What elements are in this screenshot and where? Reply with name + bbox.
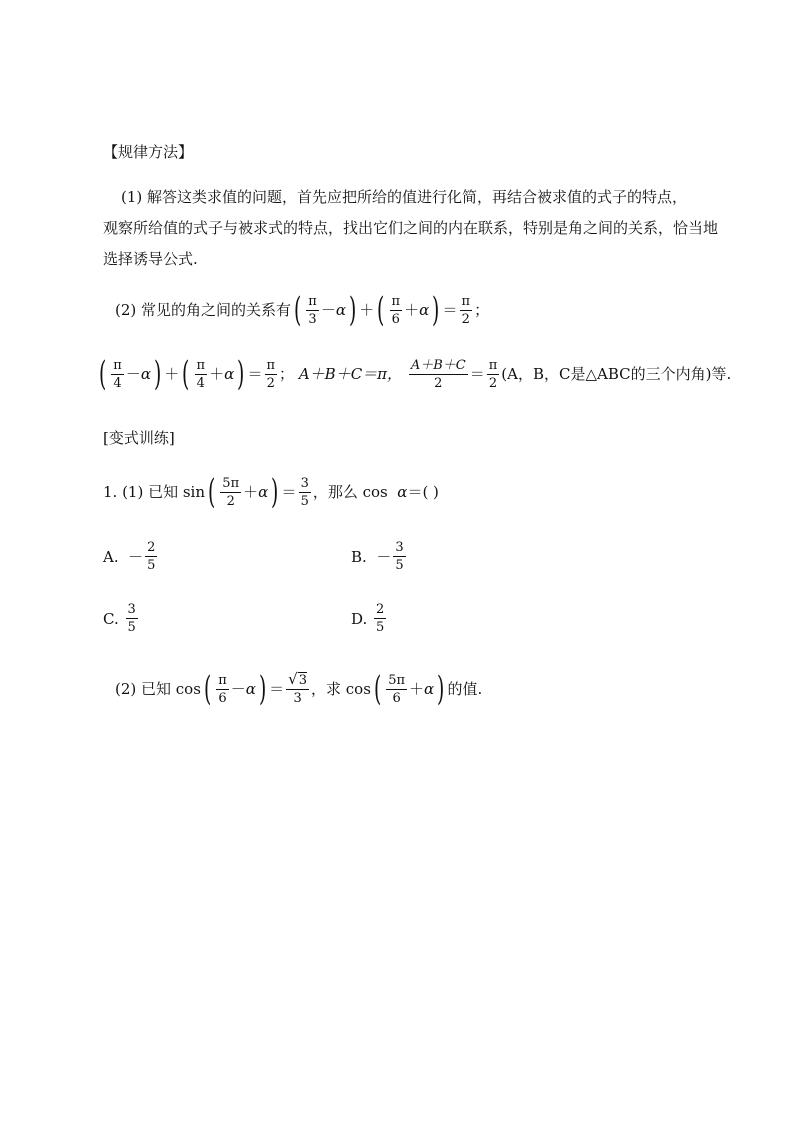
q2-prefix: (2) 已知 cos <box>115 680 201 698</box>
method-p2-prefix: (2) 常见的角之间的关系有 <box>115 301 292 319</box>
fraction-abc-2: $\frac{A+B+C}{2}$ <box>410 357 466 391</box>
fraction-pi-2: $\frac{\pi}{2}$ <box>461 293 471 327</box>
abc-sum: A＋B＋C＝π， <box>298 365 403 383</box>
fraction-pi-2-b: $\frac{\pi}{2}$ <box>266 357 276 391</box>
fraction-pi-6: $\frac{\pi}{6}$ <box>391 293 401 327</box>
option-a[interactable]: A. － $\frac{2}{5}$ <box>103 540 156 573</box>
fraction-pi-3: $\frac{\pi}{3}$ <box>308 293 317 327</box>
method-paragraph-1-line-1: (1) 解答这类求值的问题，首先应把所给的值进行化简，再结合被求值的式子的特点， <box>121 188 688 206</box>
abc-note: (A，B，C是△ABC的三个内角)等. <box>501 365 732 383</box>
fraction-pi-4-b: $\frac{\pi}{4}$ <box>196 357 206 391</box>
fraction-3-5-b: $\frac{3}{5}$ <box>395 540 404 573</box>
fraction-5pi-2: $\frac{5\pi}{2}$ <box>222 475 240 509</box>
section-title: 【规律方法】 <box>103 143 194 161</box>
option-c[interactable]: C. $\frac{3}{5}$ <box>103 602 136 635</box>
paren-close: ) <box>348 290 357 330</box>
exercise-title: [变式训练] <box>103 429 175 447</box>
q1-prefix: 1. (1) 已知 sin <box>103 483 206 501</box>
fraction-sqrt3-3: √ 3 3 <box>288 670 308 706</box>
fraction-pi-6-q2: $\frac{\pi}{6}$ <box>218 672 227 706</box>
question-2: (2) 已知 cos ( $\frac{\pi}{6}$ － α ) ＝ √ 3 3 ，求 cos ( $\frac{5\pi}{6}$ ＋ α ) 的值. <box>115 669 483 709</box>
fraction-5pi-6: $\frac{5\pi}{6}$ <box>388 672 406 706</box>
option-b[interactable]: B. － $\frac{3}{5}$ <box>351 540 404 573</box>
fraction-2-5-d: $\frac{2}{5}$ <box>376 602 385 635</box>
question-1: 1. (1) 已知 sin ( $\frac{5\pi}{2}$ ＋ α ) ＝ $\frac{3}{5}$ ，那么 cos α ＝( ) <box>103 472 439 512</box>
option-d[interactable]: D. $\frac{2}{5}$ <box>351 602 385 635</box>
method-paragraph-1-line-3: 选择诱导公式. <box>103 250 198 268</box>
fraction-3-5-c: $\frac{3}{5}$ <box>127 602 136 635</box>
method-paragraph-2-line-2: ( $\frac{\pi}{4}$ － α ) ＋ ( $\frac{\pi}{4}$ ＋ α ) ＝ $\frac{\pi}{2}$ ； A＋B＋C＝π， $\frac{A+B+C}{2}$ ＝ $\frac{\pi}{2}$ (A，B，C是△ABC的三个内角)等. <box>98 354 732 394</box>
method-paragraph-2-line-1: (2) 常见的角之间的关系有 ( $\frac{\pi}{3}$ － α ) ＋ ( $\frac{\pi}{6}$ ＋ α ) ＝ $\frac{\pi}{2}$ ； <box>115 290 490 330</box>
method-paragraph-1-line-2: 观察所给值的式子与被求式的特点，找出它们之间的内在联系，特别是角之间的关系，恰当地 <box>103 219 719 237</box>
fraction-3-5: $\frac{3}{5}$ <box>300 475 309 509</box>
fraction-2-5-a: $\frac{2}{5}$ <box>147 540 156 573</box>
paren-open: ( <box>294 290 302 330</box>
fraction-pi-2-c: $\frac{\pi}{2}$ <box>488 357 498 391</box>
fraction-pi-4: $\frac{\pi}{4}$ <box>113 357 122 391</box>
